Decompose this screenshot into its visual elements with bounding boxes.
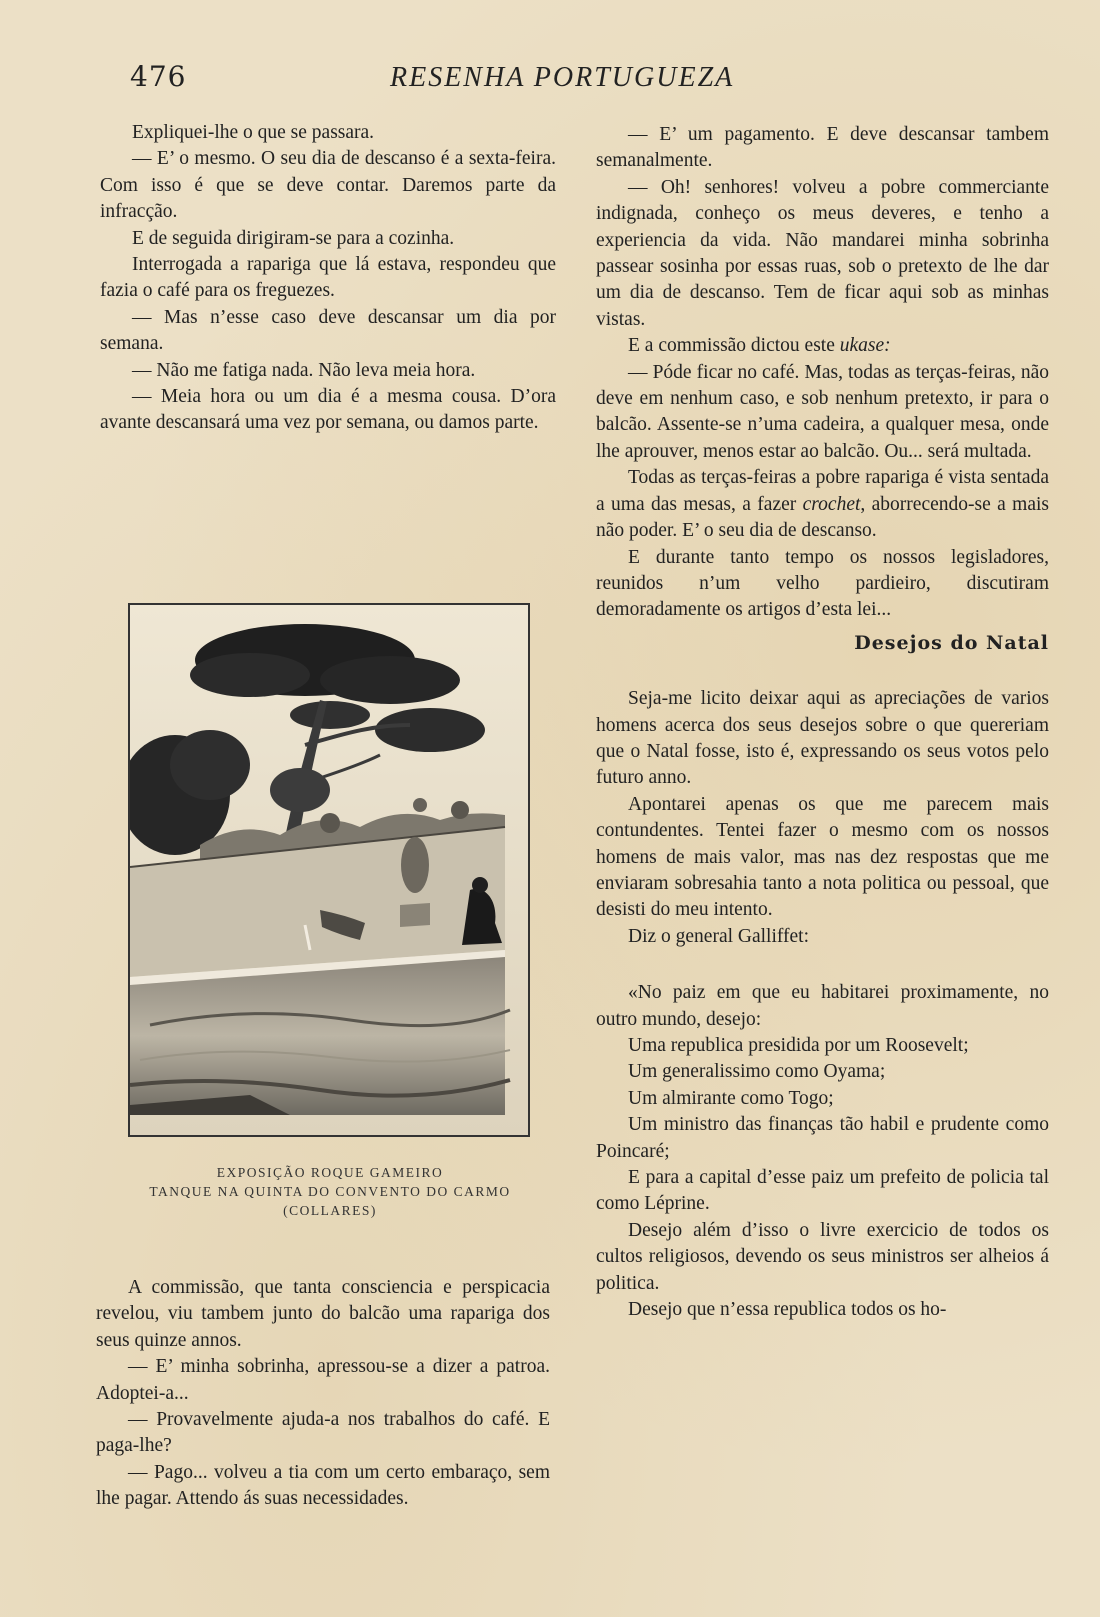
crochet-word: crochet — [802, 493, 861, 515]
paragraph: — Póde ficar no café. Mas, todas as terças-feiras, não deve em nenhum caso, e sob nenhum pretexto, ir para o balcão. Assente-se n’uma cadeira, a qualquer mesa, onde lhe aprouver, menos estar ao balcão. Ou... será multada. — [596, 361, 1049, 462]
illustration-photo — [128, 603, 530, 1137]
quote-item: Uma republica presidida por um Roosevelt; — [628, 1035, 969, 1056]
right-column — [596, 122, 1049, 1323]
caption-line: EXPOSIÇÃO ROQUE GAMEIRO — [216, 1165, 444, 1180]
paragraph: — Provavelmente ajuda-a nos trabalhos do café. E paga-lhe? — [96, 1409, 550, 1457]
paragraph: Expliquei-lhe o que se passara. — [132, 122, 375, 143]
quote-paragraph: «No paiz em que eu habitarei proximamente, no outro mundo, desejo: — [596, 982, 1049, 1030]
paragraph: — Meia hora ou um dia é a mesma cousa. D’ora avante descansará uma vez por semana, ou damos parte. — [100, 386, 556, 434]
spacer — [596, 656, 1049, 686]
paragraph: — E’ um pagamento. E deve descansar tambem semanalmente. — [596, 124, 1049, 172]
crochet-tail: , aborrecendo-se a mais não poder. E’ o seu dia de descanso. — [596, 493, 1049, 542]
quote-item: Desejo que n’essa republica todos os ho- — [628, 1299, 947, 1321]
paragraph: — Não me fatiga nada. Não leva meia hora. — [132, 359, 476, 381]
paragraph: Seja-me licito deixar aqui as apreciações de varios homens acerca dos seus desejos sobre o que quereriam que o Natal fosse, isto é, expressando os seus votos pelo futuro anno. — [596, 688, 1049, 789]
section-heading: Desejos do Natal — [854, 631, 1049, 654]
paragraph: Diz o general Galliffet: — [628, 925, 810, 947]
paragraph: Interrogada a rapariga que lá estava, respondeu que fazia o café para os freguezes. — [100, 254, 556, 302]
quote-item: E para a capital d’esse paiz um prefeito de policia tal como Léprine. — [596, 1167, 1049, 1215]
paragraph: — Oh! senhores! volveu a pobre commerciante indignada, conheço os meus deveres, e tenho a experiencia da vida. Não mandarei minha sobrinha passear sosinha por essas ruas, sob o pretexto de lhe dar um dia de descanso. Tem de ficar aqui sob as minhas vistas. — [596, 176, 1049, 330]
paragraph: — Pago... volveu a tia com um certo embaraço, sem lhe pagar. Attendo ás suas necessidades. — [96, 1461, 550, 1510]
spacer — [596, 950, 1049, 980]
caption-line: TANQUE NA QUINTA DO CONVENTO DO CARMO — [149, 1184, 511, 1199]
paragraph: — E’ o mesmo. O seu dia de descanso é a sexta-feira. Com isso é que se deve contar. Daremos parte da infracção. — [100, 148, 556, 223]
quote-item: Um ministro das finanças tão habil e prudente como Poincaré; — [596, 1114, 1049, 1162]
garden-tank-engraving — [130, 605, 528, 1135]
ukase-word: ukase: — [839, 335, 891, 357]
paragraph: E de seguida dirigiram-se para a cozinha. — [132, 227, 455, 249]
paragraph — [596, 333, 1049, 359]
ukase-lead: E a commissão dictou este — [628, 335, 840, 357]
caption-line: (COLLARES) — [283, 1203, 377, 1218]
page-number: 476 — [130, 60, 187, 93]
quote-item: Desejo além d’isso o livre exercicio de todos os cultos religiosos, devendo os seus ministros ser alheios á politica. — [596, 1219, 1049, 1294]
paragraph: E durante tanto tempo os nossos legisladores, reunidos n’um velho pardieiro, discutiram demoradamente os artigos d’esta lei... — [596, 546, 1049, 621]
crochet-lead: Todas as terças-feiras a pobre rapariga é vista sentada a uma das mesas, a fazer — [596, 467, 1049, 515]
paragraph: Apontarei apenas os que me parecem mais contundentes. Tentei fazer o mesmo com os nossos homens de mais valor, mas nas dez respostas que me enviaram sobresahia tanto a nota politica ou pessoal, que desisti do meu intento. — [596, 793, 1049, 921]
running-title: RESENHA PORTUGUEZA — [390, 62, 735, 93]
quote-item: Um generalissimo como Oyama; — [628, 1061, 886, 1083]
paragraph — [596, 465, 1049, 544]
figure-caption — [110, 1163, 550, 1220]
left-column-top — [100, 120, 556, 437]
paragraph: — Mas n’esse caso deve descansar um dia por semana. — [100, 306, 556, 355]
paragraph: — E’ minha sobrinha, apressou-se a dizer a patroa. Adoptei-a... — [96, 1356, 550, 1404]
paragraph: A commissão, que tanta consciencia e perspicacia revelou, viu tambem junto do balcão uma rapariga dos seus quinze annos. — [96, 1277, 550, 1351]
left-column-bottom — [96, 1275, 550, 1513]
quote-item: Um almirante como Togo; — [628, 1087, 834, 1109]
